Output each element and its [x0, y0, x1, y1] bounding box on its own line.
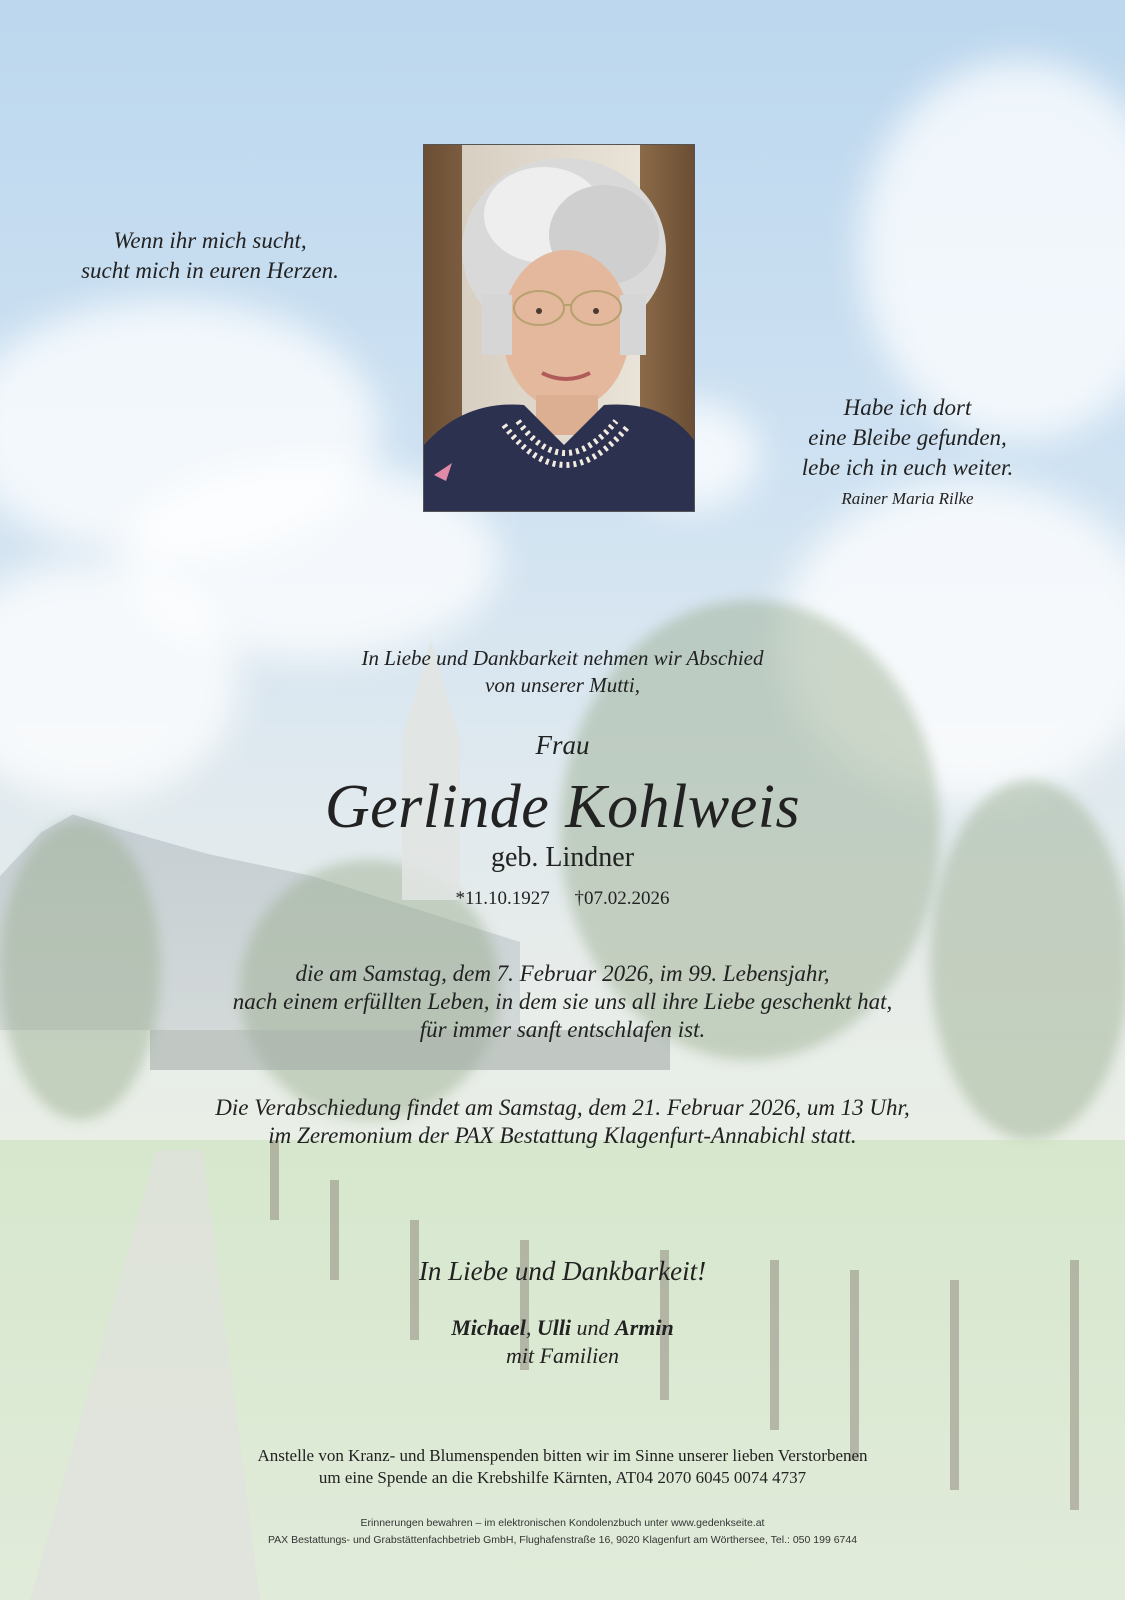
ceremony-line2: im Zeremonium der PAX Bestattung Klagenfurt-Annabichl statt.	[268, 1123, 857, 1148]
intro-text	[0, 645, 1125, 699]
quote-left-line2: sucht mich in euren Herzen.	[81, 258, 339, 283]
announcement-line1: die am Samstag, dem 7. Februar 2026, im 99. Lebensjahr,	[295, 961, 830, 986]
quote-left-line1: Wenn ihr mich sucht,	[113, 228, 307, 253]
portrait-photo	[423, 144, 695, 512]
mourners	[0, 1314, 1125, 1370]
footer-line1: Erinnerungen bewahren – im elektronischen Kondolenzbuch unter www.gedenkseite.at	[360, 1517, 765, 1529]
ceremony-line1: Die Verabschiedung findet am Samstag, dem 21. Februar 2026, um 13 Uhr,	[215, 1095, 910, 1120]
footer-line2: PAX Bestattungs- und Grabstättenfachbetrieb GmbH, Flughafenstraße 16, 9020 Klagenfurt am Wörthersee, Tel.: 050 199 6744	[267, 1534, 858, 1546]
announcement-line2: nach einem erfüllten Leben, in dem sie uns all ihre Liebe geschenkt hat,	[232, 989, 893, 1014]
quote-left	[40, 226, 380, 286]
mourner-separator: und	[571, 1315, 616, 1340]
intro-line2: von unserer Mutti,	[485, 673, 640, 697]
deceased-name: Gerlinde Kohlweis	[324, 773, 801, 841]
footer	[0, 1515, 1125, 1549]
birth-date: *11.10.1927	[455, 888, 550, 909]
quote-right	[770, 393, 1045, 511]
salutation: Frau	[535, 730, 590, 760]
donation-line1: Anstelle von Kranz- und Blumenspenden bitten wir im Sinne unserer lieben Verstorbenen	[257, 1446, 868, 1465]
mourner-name: Ulli	[536, 1315, 572, 1340]
life-dates	[0, 888, 1125, 910]
ceremony-info	[0, 1094, 1125, 1150]
donation-line2: um eine Spende an die Krebshilfe Kärnten, AT04 2070 6045 0074 4737	[318, 1468, 807, 1487]
quote-author: Rainer Maria Rilke	[841, 489, 974, 508]
mourner-name: Armin	[615, 1315, 674, 1340]
mourners-line2: mit Familien	[505, 1343, 620, 1368]
birth-name: geb. Lindner	[490, 842, 635, 873]
closing-text: In Liebe und Dankbarkeit!	[418, 1256, 707, 1286]
mourner-separator: ,	[525, 1315, 537, 1340]
quote-right-line1: Habe ich dort	[843, 395, 972, 420]
announcement	[0, 960, 1125, 1044]
announcement-line3: für immer sanft entschlafen ist.	[419, 1017, 706, 1042]
donation-request	[0, 1445, 1125, 1489]
intro-line1: In Liebe und Dankbarkeit nehmen wir Abschied	[361, 646, 764, 670]
quote-right-line3: lebe ich in euch weiter.	[801, 455, 1014, 480]
death-date: †07.02.2026	[574, 888, 670, 909]
mourners-line1	[0, 1314, 1125, 1342]
quote-right-line2: eine Bleibe gefunden,	[808, 425, 1007, 450]
mourner-name: Michael	[451, 1315, 526, 1340]
